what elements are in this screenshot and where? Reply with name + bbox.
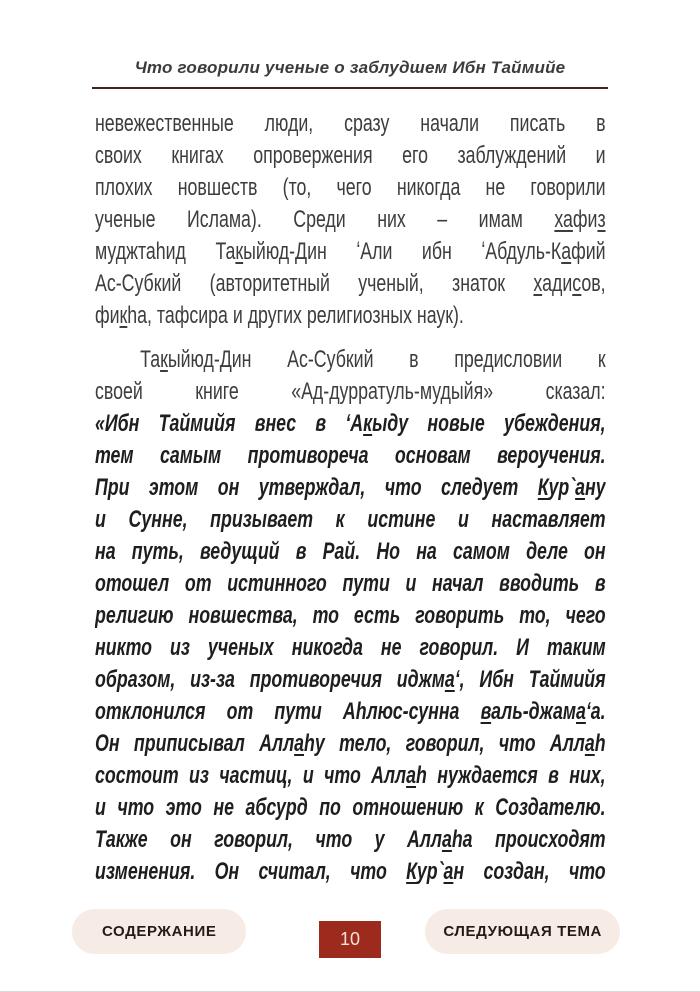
header-divider — [92, 87, 608, 89]
text-line: изменения. Он считал, что Кур`ан создан, что — [95, 858, 606, 885]
text-line: невежественные люди, сразу начали писать в — [95, 110, 606, 137]
text-line: ученые Ислама). Среди них – имам хафиз — [95, 206, 606, 233]
paragraph-subki-intro — [95, 344, 606, 408]
text-line: муджтаhид Такыйюд-Дин ʻАли ибн ʻАбдуль-Кафий — [95, 238, 606, 265]
text-line: При этом он утверждал, что следует Кур`ану — [95, 474, 606, 501]
text-line: Он приписывал Аллаhу тело, говорил, что Аллаh — [95, 730, 606, 757]
text-line: и что это не абсурд по отношению к Создателю. — [95, 794, 606, 821]
text-line: «Ибн Таймийя внес в ʻАкыду новые убеждения, — [95, 410, 606, 437]
paragraph-subki-quote — [95, 408, 606, 888]
contents-button[interactable]: СОДЕРЖАНИЕ — [72, 909, 246, 954]
text-line: состоит из частиц, и что Аллаh нуждается в них, — [95, 762, 606, 789]
page-body — [95, 108, 606, 888]
text-line: фикhа, тафсира и других религиозных наук). — [95, 302, 464, 329]
text-line: на путь, ведущий в Рай. Но на самом деле он — [95, 538, 606, 565]
text-line: и Сунне, призывает к истине и наставляет — [95, 506, 606, 533]
text-line: Также он говорил, что у Аллаhа происходят — [95, 826, 606, 853]
text-line: образом, из-за противоречия иджмаʻ, Ибн Таймийя — [95, 666, 606, 693]
text-line: Ас-Субкий (авторитетный ученый, знаток хадисов, — [95, 270, 606, 297]
text-line: отошел от истинного пути и начал вводить в — [95, 570, 606, 597]
next-topic-button[interactable]: СЛЕДУЮЩАЯ ТЕМА — [425, 909, 620, 954]
text-line: никто из ученых никогда не говорил. И таким — [95, 634, 606, 661]
text-line: религию новшества, то есть говорить то, чего — [95, 602, 606, 629]
text-line: Такыйюд-Дин Ас-Субкий в предисловии к — [140, 346, 606, 373]
text-line: тем самым противореча основам вероучения. — [95, 442, 606, 469]
text-line: своей книге «Ад-дурратуль-мудыйя» сказал: — [95, 378, 606, 405]
page-number-badge: 10 — [319, 921, 381, 958]
text-line: своих книгах опровержения его заблуждений и — [95, 142, 606, 169]
text-line: плохих новшеств (то, чего никогда не говорили — [95, 174, 606, 201]
text-line: отклонился от пути Аhлюс-сунна валь-джамаʻа. — [95, 698, 606, 725]
page-header-title: Что говорили ученые о заблудшем Ибн Таймийе — [134, 58, 566, 77]
paragraph-continuation — [95, 108, 606, 332]
